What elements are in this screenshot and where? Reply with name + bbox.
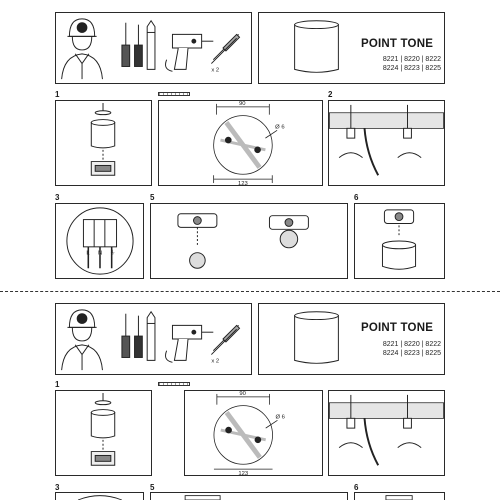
template-panel-2 bbox=[184, 390, 323, 476]
step-1-label: 1 bbox=[55, 90, 60, 99]
drill-template-2 bbox=[185, 391, 322, 475]
step-6-illustration bbox=[355, 204, 444, 278]
electrician-icon-2 bbox=[62, 310, 103, 370]
dimension-width: 90 bbox=[239, 101, 246, 107]
dimension-width-2: 90 bbox=[239, 391, 246, 397]
step-5-panel bbox=[150, 203, 348, 279]
wire-label-n: N bbox=[98, 250, 103, 257]
step-2-panel-2 bbox=[328, 390, 445, 476]
dimension-diameter: 123 bbox=[238, 181, 248, 185]
step-1-illustration bbox=[56, 101, 151, 185]
tools-panel-2 bbox=[55, 303, 252, 375]
step-2-illustration-2 bbox=[329, 391, 444, 475]
cut-line bbox=[0, 291, 500, 292]
step-1-illustration-2 bbox=[56, 391, 151, 475]
step-3-panel-2 bbox=[55, 492, 144, 500]
step-2-panel bbox=[328, 100, 445, 186]
step-6-label: 6 bbox=[354, 193, 359, 202]
screwdriver-icon bbox=[122, 23, 142, 67]
screws-quantity: x 2 bbox=[211, 67, 220, 74]
lamp-icon bbox=[295, 21, 339, 73]
wire-label-earth: ⏚ bbox=[109, 250, 116, 257]
lamp-illustration-2 bbox=[259, 304, 444, 374]
step-5-illustration bbox=[151, 204, 347, 278]
product-codes bbox=[363, 55, 441, 73]
step-1-label-2: 1 bbox=[55, 380, 60, 389]
template-panel bbox=[158, 100, 323, 186]
ruler-icon bbox=[158, 92, 190, 96]
pencil-icon-2 bbox=[147, 312, 155, 361]
step-5-label-2: 5 bbox=[150, 483, 155, 492]
tools-illustration bbox=[56, 13, 251, 83]
codes-line-2-2: 8224 | 8223 | 8225 bbox=[382, 350, 441, 357]
screws-icon bbox=[211, 34, 239, 63]
step-3-label-2: 3 bbox=[55, 483, 60, 492]
tools-panel bbox=[55, 12, 252, 84]
step-6-illustration-2 bbox=[355, 493, 444, 500]
dimension-screw: Ø 6 bbox=[275, 124, 285, 131]
lamp-body-icon bbox=[91, 122, 114, 147]
step-3-label: 3 bbox=[55, 193, 60, 202]
dimension-screw-2: Ø 6 bbox=[275, 414, 285, 421]
screws-icon-2 bbox=[211, 325, 239, 354]
screws-quantity-2: x 2 bbox=[211, 358, 220, 365]
drill-icon-2 bbox=[166, 325, 214, 362]
codes-line-2: 8224 | 8223 | 8225 bbox=[382, 65, 441, 72]
pencil-icon bbox=[147, 21, 155, 70]
step-6-label-2: 6 bbox=[354, 483, 359, 492]
product-title: POINT TONE bbox=[361, 38, 434, 50]
codes-line-1: 8221 | 8220 | 8222 bbox=[382, 56, 441, 63]
title-panel-2 bbox=[258, 303, 445, 375]
step-5-illustration-2 bbox=[151, 493, 347, 500]
product-codes-2 bbox=[363, 340, 441, 358]
drill-template bbox=[159, 101, 322, 185]
step-3-panel bbox=[55, 203, 144, 279]
title-panel bbox=[258, 12, 445, 84]
step-1-panel bbox=[55, 100, 152, 186]
step-5-label: 5 bbox=[150, 193, 155, 202]
step-6-panel-2 bbox=[354, 492, 445, 500]
lamp-icon-2 bbox=[295, 312, 339, 364]
step-6-panel bbox=[354, 203, 445, 279]
drill-icon bbox=[166, 34, 214, 71]
codes-line-1-2: 8221 | 8220 | 8222 bbox=[382, 341, 441, 348]
step-2-label: 2 bbox=[328, 90, 333, 99]
electrician-icon bbox=[62, 19, 103, 79]
step-1-panel-2 bbox=[55, 390, 152, 476]
wiring-diagram bbox=[56, 204, 143, 278]
tools-illustration-2 bbox=[56, 304, 251, 374]
screwdriver-icon-2 bbox=[122, 314, 142, 358]
step-2-illustration bbox=[329, 101, 444, 185]
step-5-panel-2 bbox=[150, 492, 348, 500]
ruler-icon-2 bbox=[158, 382, 190, 386]
wiring-diagram-2 bbox=[56, 493, 143, 500]
product-title-2: POINT TONE bbox=[361, 322, 434, 334]
wire-label-l: L bbox=[86, 250, 90, 257]
dimension-diameter-2: 123 bbox=[238, 471, 249, 475]
